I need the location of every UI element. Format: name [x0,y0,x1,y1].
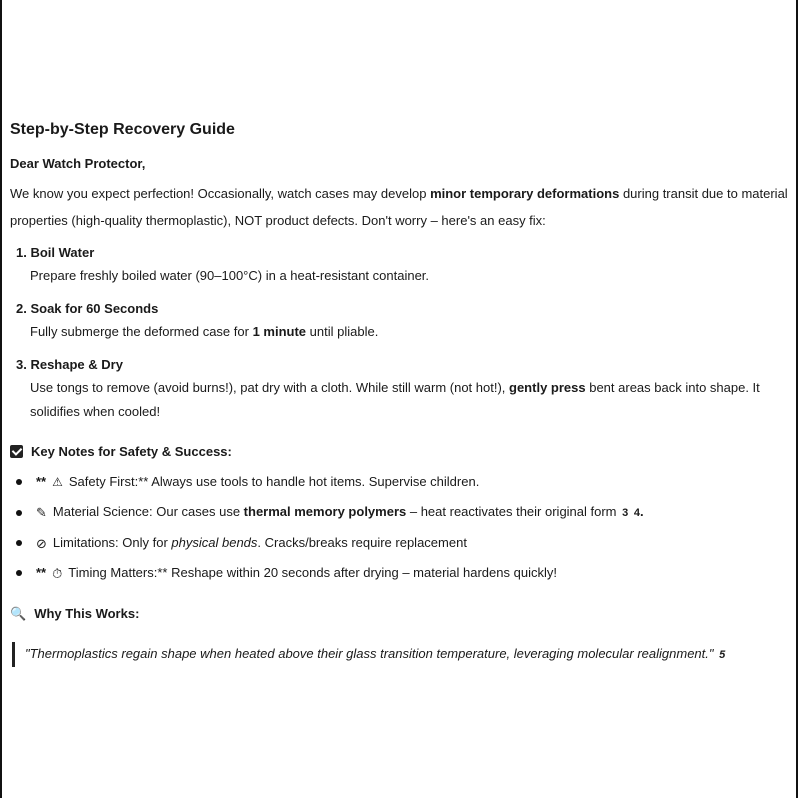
quote-text: "Thermoplastics regain shape when heated above their glass transition temperature, leveraging molecular realignment." [25,645,714,661]
note-prefix: ** [36,474,47,489]
bullet [16,570,22,576]
step-text: until pliable. [306,323,379,339]
step-description [30,376,794,424]
key-notes-heading [10,442,794,462]
step-description: Prepare freshly boiled water (90–100°C) in a heat-resistant container. [30,267,430,283]
stopwatch-icon: ⏱ [52,565,63,581]
step-soak [16,298,794,344]
key-notes-title: Key Notes for Safety & Success: [31,443,232,459]
step-title: 1. Boil Water [16,244,95,260]
citation-5[interactable]: 5 [719,648,726,661]
note-text: Our cases use [152,504,244,519]
bullet [16,479,22,485]
why-title: Why This Works: [34,606,140,621]
greeting: Dear Watch Protector, [10,156,146,171]
step-text: bent areas back into shape. It solidifies when cooled! [30,379,760,419]
intro-paragraph [10,180,794,234]
note-material-science [16,501,794,524]
step-reshape [16,354,794,424]
citation-4[interactable]: 4 [633,507,641,519]
why-heading [10,604,794,624]
note-text: Only for [118,535,172,550]
note-safety [16,471,794,493]
bullet [16,540,22,546]
intro-text-2: during transit due to material properties (high-quality thermoplastic), NOT product defects. Don't worry – here's an easy fix: [10,185,788,228]
bullet [16,510,22,516]
steps-list [10,242,794,424]
note-label: Material Science: [52,504,153,519]
prohibited-icon: ⊘ [36,535,47,551]
warning-icon: ⚠ [52,475,63,489]
note-limitations [16,532,794,554]
note-bold: thermal memory polymers [243,504,407,519]
note-timing [16,562,794,584]
note-italic: physical bends [171,535,258,550]
note-text: . Cracks/breaks require replacement [257,535,467,550]
note-text: Safety First:** Always use tools to handle hot items. Supervise children. [68,474,480,489]
note-text: Timing Matters:** Reshape within 20 seconds after drying – material hardens quickly! [68,565,557,580]
note-content [53,532,467,554]
note-content [53,501,644,524]
step-bold: gently press [509,379,586,395]
magnifier-icon: 🔍 [10,606,27,622]
note-prefix: ** [36,565,47,580]
step-text: Use tongs to remove (avoid burns!), pat dry with a cloth. While still warm (not hot!), [30,379,510,395]
step-title: 3. Reshape & Dry [16,356,123,372]
step-boil-water [16,242,794,288]
step-bold: 1 minute [252,323,307,339]
page-title: Step-by-Step Recovery Guide [10,121,235,138]
note-text: – heat reactivates their original form [406,504,621,519]
note-end: . [640,504,644,519]
pencil-icon: ✎ [36,505,47,520]
recovery-guide-document [10,118,794,667]
step-title: 2. Soak for 60 Seconds [16,300,159,316]
checkbox-icon [10,445,23,458]
step-text: Fully submerge the deformed case for [30,323,253,339]
note-label: Limitations: [52,535,119,550]
step-description [30,320,794,344]
science-quote [12,642,794,667]
key-notes-list [10,471,794,584]
citation-3[interactable]: 3 [622,507,629,519]
intro-text-1: We know you expect perfection! Occasionally, watch cases may develop [10,185,431,201]
intro-bold: minor temporary deformations [430,185,620,201]
